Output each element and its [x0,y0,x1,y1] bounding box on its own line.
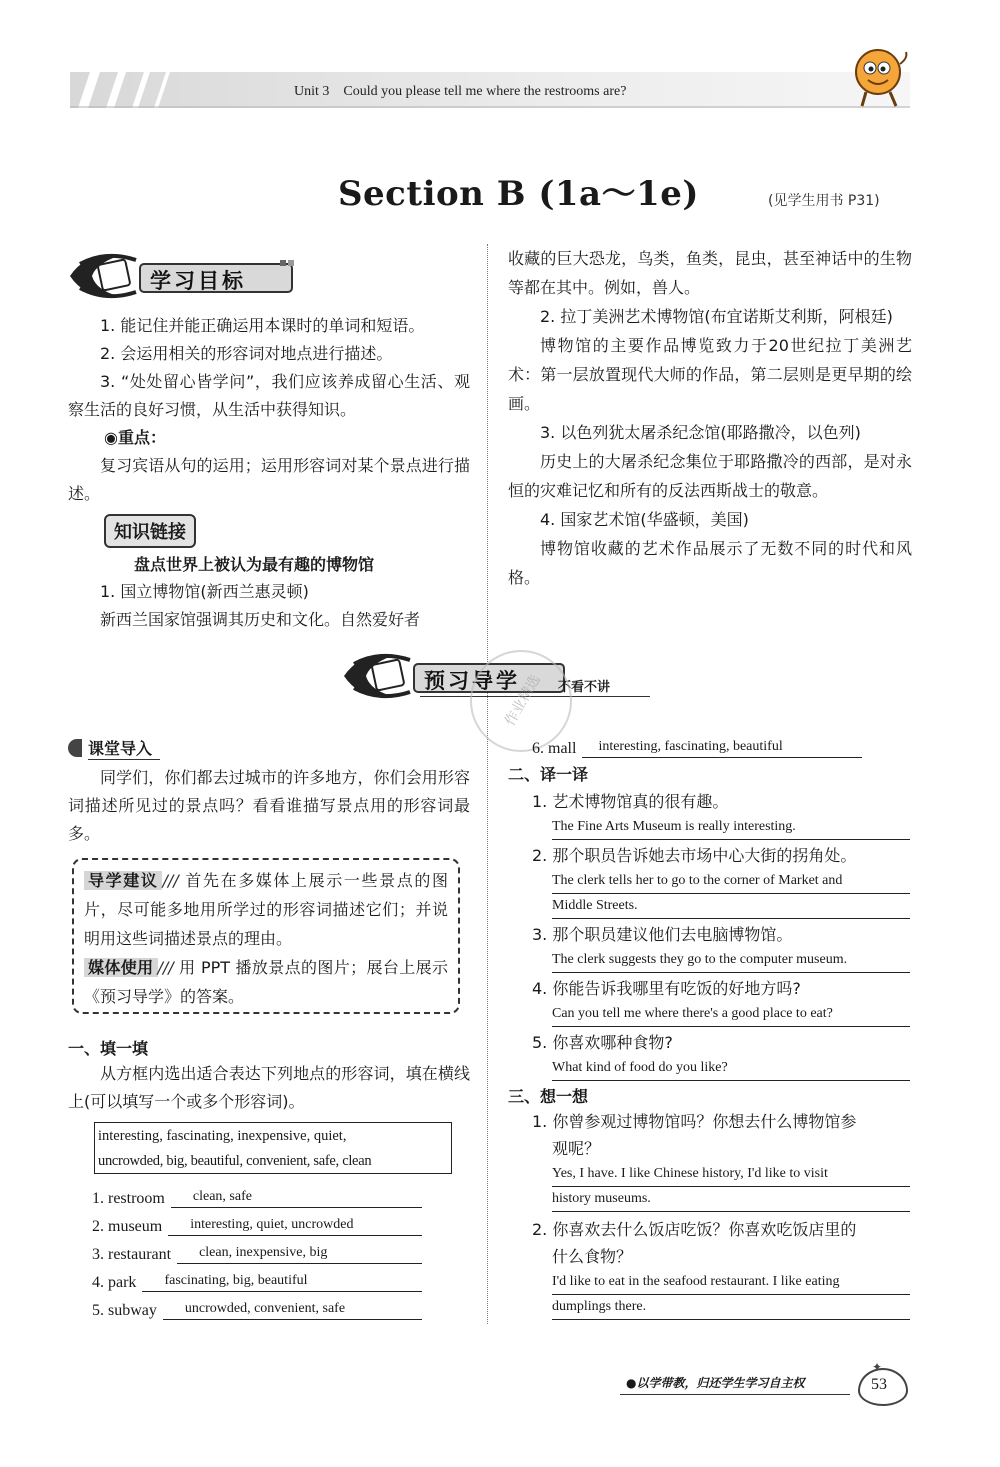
unit-title: Unit 3 Could you please tell me where the restrooms are? [294,84,627,99]
goal-item: 3. “处处留心皆学问”，我们应该养成留心生活、观察生活的良好习惯，从生活中获得知识。 [68,372,470,419]
translate-answer-cont[interactable]: Middle Streets. [552,894,910,919]
translate-answer[interactable]: The clerk tells her to go to the corner of Market and [552,869,910,894]
answer-blank[interactable]: interesting, fascinating, beautiful [582,737,862,758]
goal-item: 2. 会运用相关的形容词对地点进行描述。 [100,344,393,363]
key-point-label: ◉重点： [104,428,166,447]
museum-1-title: 1. 国立博物馆(新西兰惠灵顿) [100,582,309,601]
think-answer[interactable]: I'd like to eat in the seafood restaurant. I like eating [552,1270,910,1295]
goal-item: 1. 能记住并能正确运用本课时的单词和短语。 [100,316,425,335]
translate-question: 4. 你能告诉我哪里有吃饭的好地方吗? [532,979,801,998]
museum-4-text: 博物馆收藏的艺术作品展示了无数不同的时代和风格。 [508,539,912,587]
media-usage-text: 用 PPT 播放景点的图片；展台上展示《预习导学》的答案。 [84,958,448,1006]
part1-items [92,1180,422,1320]
translate-item [532,788,910,840]
knowledge-link-label: 知识链接 [104,514,196,548]
think-question-cont: 什么食物？ [552,1247,633,1266]
think-answer-cont[interactable]: history museums. [552,1187,910,1212]
answer-blank[interactable]: clean, safe [171,1187,422,1208]
knowledge-left-col [68,578,470,634]
guide-suggestion [84,866,448,953]
translate-question: 3. 那个职员建议他们去电脑博物馆。 [532,925,793,944]
page-number: 53 [871,1376,887,1393]
fill-item: 6. mall interesting, fascinating, beautiful [532,730,862,758]
answer-blank[interactable]: fascinating, big, beautiful [142,1271,422,1292]
translate-answer[interactable]: The clerk suggests they go to the computer museum. [552,948,910,973]
word-box-line-2: uncrowded, big, beautiful, convenient, safe, clean [98,1153,372,1169]
classroom-intro-body [68,764,470,848]
museum-3-title: 3. 以色列犹太屠杀纪念馆(耶路撒冷，以色列) [540,423,861,442]
translate-item [532,1029,910,1081]
part2-heading: 二、译一译 [508,765,589,784]
translate-answer[interactable]: The Fine Arts Museum is really interesting. [552,815,910,840]
media-usage [84,953,448,1011]
translate-item [532,842,910,919]
museum-2-text: 博物馆的主要作品博览致力于20世纪拉丁美洲艺术：第一层放置现代大师的作品，第二层则是更早期的绘画。 [508,336,912,413]
translate-item [532,975,910,1027]
guide-suggestion-label: 导学建议 [84,871,162,890]
star-icon: ✦ [872,1360,883,1374]
part2-items [532,788,910,1081]
museum-3-text: 历史上的大屠杀纪念集位于耶路撒冷的西部，是对永恒的灾难记忆和所有的反法西斯战士的敬意。 [508,452,912,500]
think-answer-cont[interactable]: dumplings there. [552,1295,910,1320]
part3-items [532,1108,910,1320]
media-usage-label: 媒体使用 [84,958,158,977]
preview-tag: 不看不讲 [558,680,611,695]
translate-question: 2. 那个职员告诉她去市场中心大街的拐角处。 [532,846,857,865]
fill-item: 2. museum interesting, quiet, uncrowded [92,1208,422,1236]
answer-blank[interactable]: clean, inexpensive, big [177,1243,422,1264]
mascot-icon [846,44,912,110]
book-reference: (见学生用书 P31) [768,193,880,209]
think-item [532,1216,910,1320]
translate-item [532,921,910,973]
translate-question: 5. 你喜欢哪种食物? [532,1033,673,1052]
fill-item: 1. restroom clean, safe [92,1180,422,1208]
guide-box [72,858,460,1014]
header-band [70,72,910,108]
museum-1-text-cont: 收藏的巨大恐龙，鸟类，鱼类，昆虫，甚至神话中的生物等都在其中。例如，兽人。 [508,249,912,297]
part3-heading: 三、想一想 [508,1087,589,1106]
learning-goals-list [68,312,470,508]
translate-answer[interactable]: What kind of food do you like? [552,1056,910,1081]
think-answer[interactable]: Yes, I have. I like Chinese history, I'd like to visit [552,1162,910,1187]
key-point-text: 复习宾语从句的运用；运用形容词对某个景点进行描述。 [68,456,470,503]
knowledge-right-col [508,244,912,592]
answer-blank[interactable]: uncrowded, convenient, safe [163,1299,422,1320]
watermark-stamp: 作业精选 [470,650,572,752]
translate-question: 1. 艺术博物馆真的很有趣。 [532,792,729,811]
column-divider [487,244,488,1324]
preview-title: 预习导学 [424,669,520,693]
footer-slogan: ●以学带教，归还学生学习自主权 [626,1376,805,1390]
part1-instruction: 从方框内选出适合表达下列地点的形容词，填在横线上(可以填写一个或多个形容词)。 [68,1064,470,1111]
page-number-badge [858,1368,908,1406]
classroom-intro-label: 课堂导入 [68,736,160,760]
think-question: 1. 你曾参观过博物馆吗？你想去什么博物馆参 [532,1112,857,1131]
learning-goals-banner [66,250,296,302]
knowledge-link-subtitle: 盘点世界上被认为最有趣的博物馆 [134,555,375,574]
classroom-intro-text: 同学们，你们都去过城市的许多地方，你们会用形容词描述所见过的景点吗？看看谁描写景点用的形容词最多。 [68,768,470,843]
fill-item: 5. subway uncrowded, convenient, safe [92,1292,422,1320]
think-item [532,1108,910,1212]
slash-icon: /// [162,871,179,890]
think-question-cont: 观呢？ [552,1139,601,1158]
slash-icon: /// [157,958,174,977]
museum-1-text-start: 新西兰国家馆强调其历史和文化。自然爱好者 [100,610,421,629]
part1-instruction-wrap [68,1060,470,1116]
guide-suggestion-text: 首先在多媒体上展示一些景点的图片，尽可能多地用所学过的形容词描述它们；并说明用这些词描述景点的理由。 [84,871,448,948]
half-moon-icon [68,739,82,757]
fill-item: 3. restaurant clean, inexpensive, big [92,1236,422,1264]
word-box [94,1122,452,1174]
word-box-line-1: interesting, fascinating, inexpensive, quiet, [98,1128,347,1144]
fill-item: 4. park fascinating, big, beautiful [92,1264,422,1292]
part1-item-6 [532,730,862,758]
museum-2-title: 2. 拉丁美洲艺术博物馆(布宜诺斯艾利斯，阿根廷) [540,307,893,326]
footer-rule [620,1394,850,1395]
part1-heading: 一、填一填 [68,1039,149,1058]
think-question: 2. 你喜欢去什么饭店吃饭？你喜欢吃饭店里的 [532,1220,857,1239]
section-title: Section B (1a～1e) [338,174,699,214]
answer-blank[interactable]: interesting, quiet, uncrowded [168,1215,422,1236]
learning-goals-title: 学习目标 [150,269,246,293]
translate-answer[interactable]: Can you tell me where there's a good place to eat? [552,1002,910,1027]
museum-4-title: 4. 国家艺术馆(华盛顿，美国) [540,510,749,529]
